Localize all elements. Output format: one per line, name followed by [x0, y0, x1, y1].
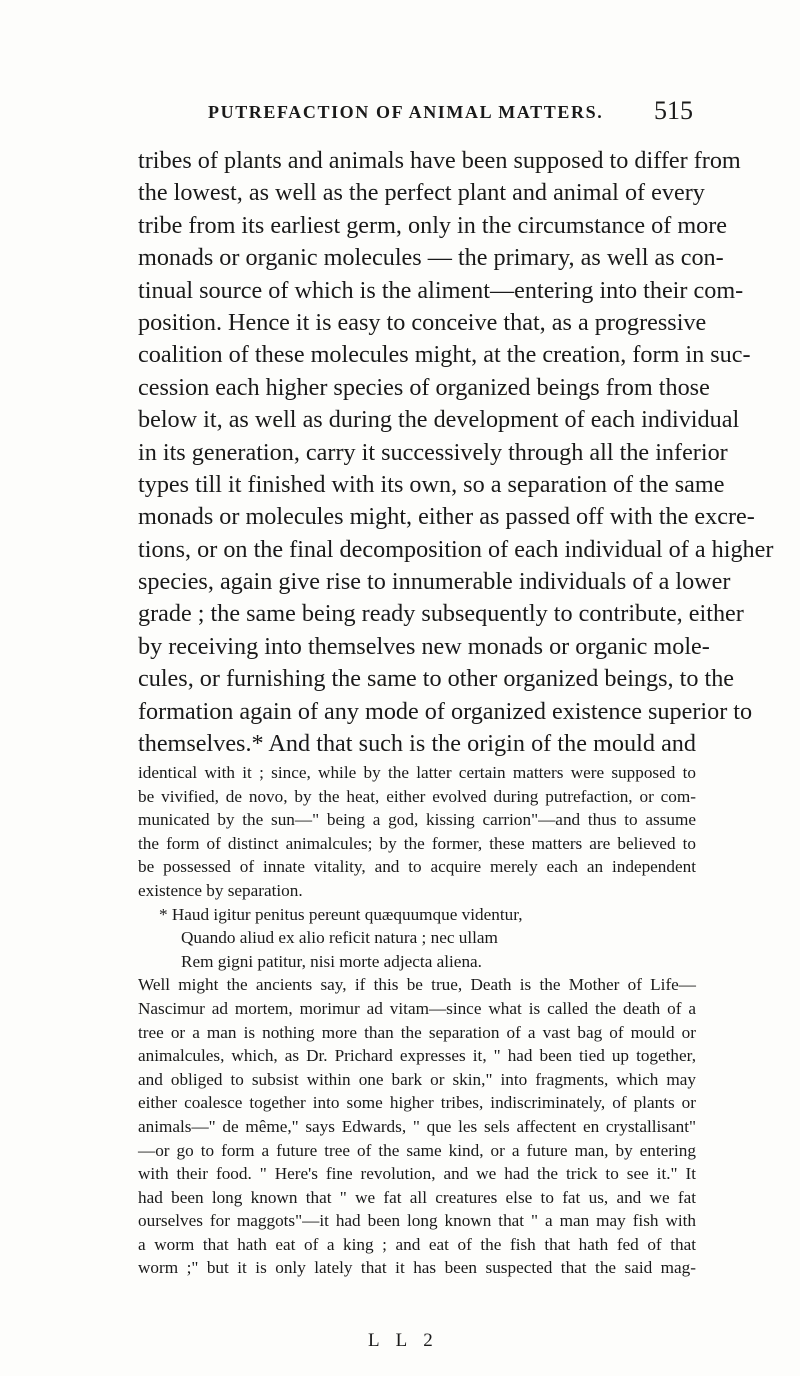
- footnote-line: municated by the sun—" being a god, kissing carrion"—and thus to assume: [138, 810, 696, 830]
- footnote-line: with their food. " Here's fine revolution, and we had the trick to see it." It: [138, 1164, 696, 1184]
- body-line: tribes of plants and animals have been supposed to differ from: [138, 147, 741, 174]
- footnote-line: had been long known that " we fat all creatures else to fat us, and we fat: [138, 1187, 696, 1207]
- footnote-line: the form of distinct animalcules; by the former, these matters are believed to: [138, 833, 696, 853]
- body-line: grade ; the same being ready subsequently to contribute, either: [138, 600, 744, 628]
- body-line: coalition of these molecules might, at the creation, form in suc-: [138, 341, 751, 369]
- footnote-line: be possessed of innate vitality, and to acquire merely each an independent: [138, 857, 696, 877]
- body-line: monads or organic molecules — the primary, as well as con-: [138, 244, 724, 272]
- footnote-line: existence by separation.: [138, 880, 303, 900]
- body-line: themselves.* And that such is the origin of the mould and: [138, 730, 696, 758]
- footnote-line: either coalesce together into some higher tribes, indiscriminately, of plants or: [138, 1093, 696, 1113]
- footnote-line: animalcules, which, as Dr. Prichard expresses it, " had been tied up together,: [138, 1046, 696, 1066]
- body-line: in its generation, carry it successively through all the inferior: [138, 438, 728, 466]
- verse-line: Rem gigni patitur, nisi morte adjecta aliena.: [181, 951, 482, 971]
- running-head: [138, 96, 693, 130]
- signature-mark: L L 2: [368, 1330, 439, 1351]
- footnote-line: identical with it ; since, while by the latter certain matters were supposed to: [138, 763, 696, 782]
- footnote-line: and obliged to subsist within one bark or skin," into fragments, which may: [138, 1069, 696, 1089]
- body-line: species, again give rise to innumerable individuals of a lower: [138, 568, 731, 596]
- verse-line: Quando aliud ex alio reficit natura ; nec ullam: [181, 928, 498, 948]
- footnote-line: tree or a man is nothing more than the separation of a vast bag of mould or: [138, 1022, 696, 1042]
- footnote-line: —or go to form a future tree of the same kind, or a future man, by entering: [138, 1140, 696, 1160]
- footnote-line: Nascimur ad mortem, morimur ad vitam—since what is called the death of a: [138, 998, 696, 1018]
- body-line: below it, as well as during the development of each individual: [138, 406, 740, 434]
- body-line: position. Hence it is easy to conceive that, as a progressive: [138, 308, 707, 336]
- body-line: cules, or furnishing the same to other organized beings, to the: [138, 665, 735, 693]
- footnote-line: ourselves for maggots"—it had been long known that " a man may fish with: [138, 1211, 696, 1231]
- footnotes: [138, 761, 696, 1280]
- footnote-line: be vivified, de novo, by the heat, either evolved during putrefaction, or com-: [138, 786, 696, 806]
- verse-line: * Haud igitur penitus pereunt quæquumque videntur,: [159, 904, 523, 924]
- page-number: 515: [654, 96, 693, 125]
- body-line: tions, or on the final decomposition of each individual of a higher: [138, 535, 774, 563]
- body-line: by receiving into themselves new monads or organic mole-: [138, 632, 710, 660]
- footnote-line: Well might the ancients say, if this be true, Death is the Mother of Life—: [138, 975, 696, 995]
- body-line: formation again of any mode of organized existence superior to: [138, 697, 753, 725]
- body-line: the lowest, as well as the perfect plant and animal of every: [138, 179, 705, 207]
- footnote-line: animals—" de même," says Edwards, " que les sels affectent en crystallisant": [138, 1116, 696, 1136]
- main-paragraph: [138, 145, 774, 760]
- body-line: cession each higher species of organized beings from those: [138, 373, 710, 401]
- body-line: monads or molecules might, either as passed off with the excre-: [138, 503, 755, 531]
- footnote-line: a worm that hath eat of a king ; and eat of the fish that hath fed of that: [138, 1234, 696, 1254]
- body-line: tribe from its earliest germ, only in the circumstance of more: [138, 211, 728, 239]
- running-title: PUTREFACTION OF ANIMAL MATTERS.: [208, 102, 604, 122]
- body-line: types till it finished with its own, so a separation of the same: [138, 470, 725, 498]
- footnote-line: worm ;" but it is only lately that it has been suspected that the said mag-: [138, 1258, 696, 1278]
- body-line: tinual source of which is the aliment—entering into their com-: [138, 276, 744, 304]
